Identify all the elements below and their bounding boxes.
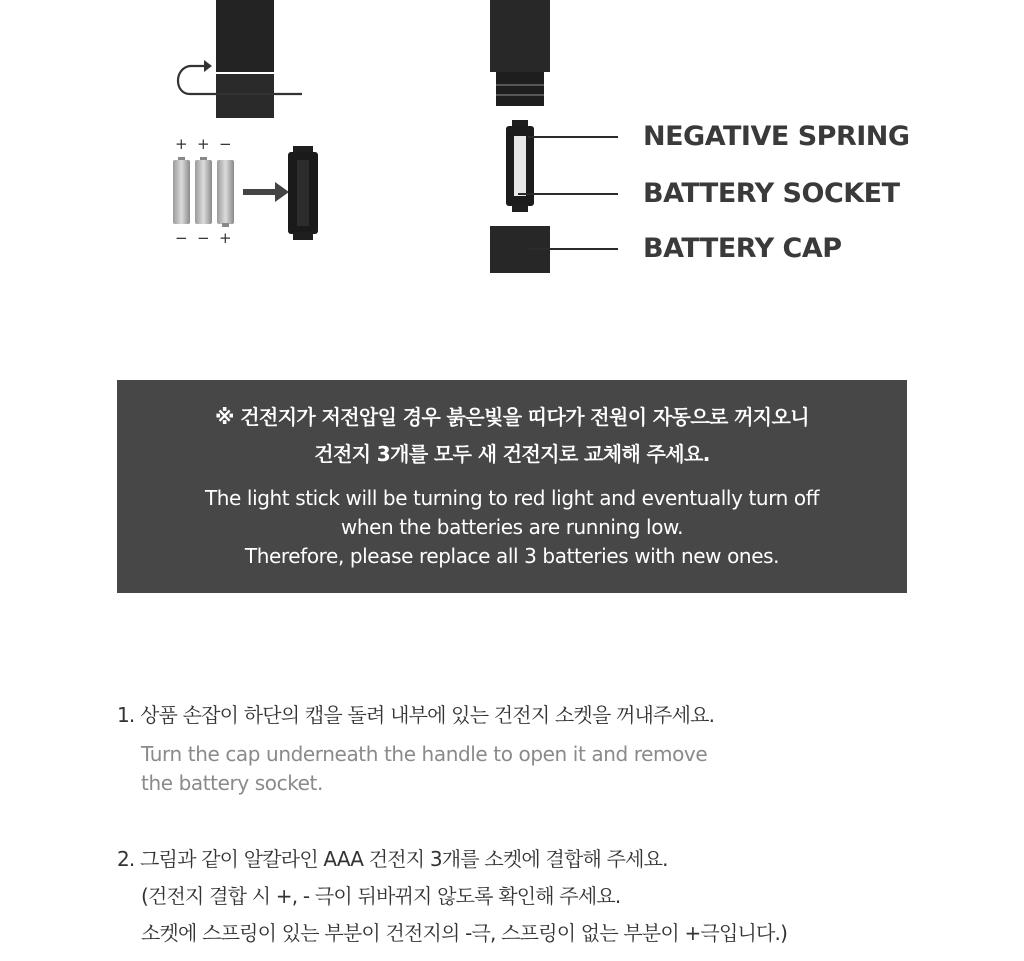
polarity-sign: −: [197, 229, 210, 247]
lightstick-thread: [496, 72, 544, 106]
step-1-en-line: the battery socket.: [141, 771, 323, 795]
notice-en-line: Therefore, please replace all 3 batteries with new ones.: [244, 544, 780, 568]
twist-arrow-icon: [170, 54, 310, 100]
battery-socket-icon: [504, 120, 536, 214]
lightstick-handle: [490, 0, 550, 72]
notice-kr-line: ※ 건전지가 저전압일 경우 붉은빛을 띠다가 전원이 자동으로 꺼지오니: [215, 405, 809, 429]
aaa-battery-icon: [194, 157, 214, 227]
aaa-battery-icon: [216, 157, 236, 227]
step-1-description: [141, 740, 707, 798]
aaa-battery-icon: [172, 157, 192, 227]
leader-line: [528, 136, 618, 138]
step-2-title: 2. 그림과 같이 알칼라인 AAA 건전지 3개를 소켓에 결합해 주세요.: [117, 847, 668, 871]
leader-line: [528, 248, 618, 250]
battery-socket-icon: [287, 146, 319, 240]
polarity-sign: −: [219, 135, 232, 153]
leader-line: [518, 193, 618, 195]
label-battery-socket: BATTERY SOCKET: [643, 178, 900, 209]
polarity-sign: +: [197, 135, 210, 153]
notice-en-line: The light stick will be turning to red light and eventually turn off: [204, 486, 820, 510]
low-battery-notice: [117, 380, 907, 593]
step-1-en-line: Turn the cap underneath the handle to open it and remove: [141, 742, 708, 766]
label-negative-spring: NEGATIVE SPRING: [643, 121, 910, 152]
step-2-note: (건전지 결합 시 +, - 극이 뒤바뀌지 않도록 확인해 주세요.: [141, 884, 621, 908]
notice-kr-line: 건전지 3개를 모두 새 건전지로 교체해 주세요.: [314, 442, 710, 466]
polarity-sign: +: [219, 229, 232, 247]
battery-group: [170, 135, 245, 250]
right-arrow-icon: [243, 182, 291, 202]
step-1-title: 1. 상품 손잡이 하단의 캡을 돌려 내부에 있는 건전지 소켓을 꺼내주세요.: [117, 703, 715, 727]
step-2-note: 소켓에 스프링이 있는 부분이 건전지의 -극, 스프링이 없는 부분이 +극입니다.): [141, 921, 788, 945]
label-battery-cap: BATTERY CAP: [643, 233, 842, 264]
polarity-sign: −: [175, 229, 188, 247]
polarity-sign: +: [175, 135, 188, 153]
left-illustration: [0, 0, 512, 300]
notice-en-line: when the batteries are running low.: [340, 515, 684, 539]
